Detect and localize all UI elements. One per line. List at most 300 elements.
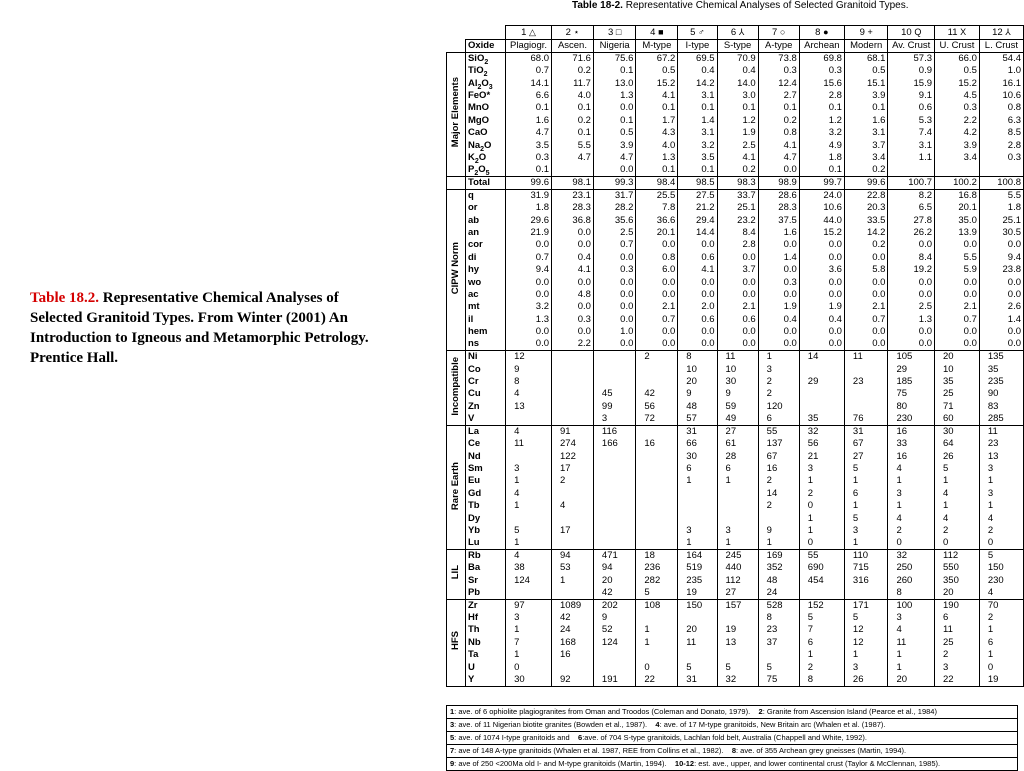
- table-cell: 0.7: [593, 239, 635, 251]
- table-cell: 1: [717, 537, 758, 550]
- table-cell: 24: [552, 624, 594, 636]
- table-cell: 24: [758, 587, 799, 600]
- table-cell: 2: [935, 525, 980, 537]
- table-cell: 0.1: [799, 164, 844, 177]
- table-cell: 12: [844, 624, 888, 636]
- table-cell: 12.4: [758, 77, 799, 89]
- table-cell: 35.6: [593, 215, 635, 227]
- table-cell: 0.3: [799, 65, 844, 77]
- table-cell: 236: [636, 562, 678, 574]
- table-cell: 13.0: [593, 77, 635, 89]
- table-cell: 0.3: [593, 264, 635, 276]
- row-label-text: Al: [467, 77, 478, 89]
- table-cell: 3: [506, 463, 552, 475]
- table-cell: 31: [844, 425, 888, 438]
- table-cell: 112: [935, 550, 980, 563]
- row-label: [465, 649, 505, 661]
- table-cell: 1.9: [799, 301, 844, 313]
- table-cell: 22: [636, 674, 678, 687]
- table-cell: 4.7: [593, 152, 635, 164]
- table-cell: 21.9: [506, 227, 552, 239]
- table-cell: 0.0: [593, 102, 635, 114]
- table-row: [447, 612, 1024, 624]
- table-cell: 1: [506, 475, 552, 487]
- table-cell: 0.0: [888, 326, 935, 338]
- table-cell: [799, 363, 844, 375]
- group-label-text: LIL: [449, 565, 461, 580]
- row-label-text: O: [481, 77, 489, 89]
- table-cell: [717, 512, 758, 524]
- table-cell: 17: [552, 463, 594, 475]
- table-row: [447, 413, 1024, 426]
- table-cell: 5: [799, 612, 844, 624]
- table-cell: 35: [799, 413, 844, 426]
- table-cell: 157: [717, 599, 758, 612]
- table-cell: 7.4: [888, 127, 935, 139]
- table-cell: 0.0: [758, 338, 799, 351]
- column-label: Ascen.: [552, 40, 594, 53]
- table-cell: 6: [758, 413, 799, 426]
- table-cell: 0.2: [552, 115, 594, 127]
- table-cell: 9: [678, 388, 717, 400]
- table-cell: 3.9: [593, 139, 635, 151]
- column-symbol-icon: ♂: [698, 27, 705, 37]
- row-label-text: U: [467, 661, 475, 673]
- table-cell: 0.0: [888, 338, 935, 351]
- table-cell: 6: [678, 463, 717, 475]
- table-cell: 4.3: [636, 127, 678, 139]
- table-cell: [552, 401, 594, 413]
- table-cell: 21: [799, 450, 844, 462]
- table-cell: 26.2: [888, 227, 935, 239]
- table-cell: 13: [506, 401, 552, 413]
- table-cell: [979, 164, 1023, 177]
- column-number: [979, 26, 1023, 40]
- table-cell: [593, 450, 635, 462]
- row-label-text: Yb: [467, 524, 481, 536]
- row-label: [465, 215, 505, 227]
- table-cell: 0.0: [758, 289, 799, 301]
- table-cell: 15.9: [888, 77, 935, 89]
- table-cell: 2: [758, 475, 799, 487]
- column-number: [888, 26, 935, 40]
- table-cell: 150: [979, 562, 1023, 574]
- row-label: [465, 599, 505, 612]
- table-cell: 0.0: [593, 314, 635, 326]
- table-cell: 528: [758, 599, 799, 612]
- table-cell: 1.7: [636, 115, 678, 127]
- table-cell: 22.8: [844, 190, 888, 203]
- table-cell: 75: [888, 388, 935, 400]
- table-cell: 519: [678, 562, 717, 574]
- table-cell: 11.7: [552, 77, 594, 89]
- table-cell: 0.0: [935, 289, 980, 301]
- table-cell: 3: [799, 463, 844, 475]
- table-cell: 14.1: [506, 77, 552, 89]
- table-cell: [506, 587, 552, 600]
- row-label: [465, 363, 505, 375]
- table-cell: 3: [844, 661, 888, 673]
- row-label-text: Ce: [467, 438, 481, 450]
- table-cell: 0.0: [844, 289, 888, 301]
- table-cell: 0.6: [888, 102, 935, 114]
- table-cell: 9.4: [506, 264, 552, 276]
- column-number-text: 9: [859, 27, 868, 38]
- table-cell: [717, 612, 758, 624]
- group-label: [447, 425, 466, 549]
- table-cell: [552, 537, 594, 550]
- table-cell: 61: [717, 438, 758, 450]
- table-cell: 3: [844, 525, 888, 537]
- table-cell: 24.0: [799, 190, 844, 203]
- row-label-text: Zn: [467, 400, 480, 412]
- table-cell: 2.2: [552, 338, 594, 351]
- table-cell: 715: [844, 562, 888, 574]
- row-label: [465, 190, 505, 203]
- footnote-number: 6: [578, 733, 583, 742]
- table-cell: 0.4: [678, 65, 717, 77]
- footnote-row: [447, 758, 1018, 771]
- table-cell: 0.7: [844, 314, 888, 326]
- table-row: [447, 90, 1024, 102]
- table-cell: 1089: [552, 599, 594, 612]
- column-number-text: 7: [772, 27, 780, 38]
- row-label-text: Th: [467, 624, 480, 636]
- table-cell: [636, 537, 678, 550]
- table-cell: 20: [935, 587, 980, 600]
- table-cell: 0.2: [717, 164, 758, 177]
- column-label: L. Crust: [979, 40, 1023, 53]
- table-cell: 2: [935, 649, 980, 661]
- table-cell: 2.1: [717, 301, 758, 313]
- table-cell: 0: [979, 661, 1023, 673]
- table-cell: 9: [717, 388, 758, 400]
- table-cell: 28.3: [552, 202, 594, 214]
- table-cell: 98.3: [717, 177, 758, 190]
- column-label: I-type: [678, 40, 717, 53]
- column-label: A-type: [758, 40, 799, 53]
- table-cell: [593, 500, 635, 512]
- table-cell: 1: [636, 624, 678, 636]
- row-label-text: Ta: [467, 649, 479, 661]
- table-cell: 9: [506, 363, 552, 375]
- table-cell: 10.6: [799, 202, 844, 214]
- table-cell: 0.1: [678, 164, 717, 177]
- table-cell: 23: [758, 624, 799, 636]
- table-cell: [552, 661, 594, 673]
- table-cell: 6: [844, 488, 888, 500]
- table-cell: 1.3: [593, 90, 635, 102]
- table-title-text: Representative Chemical Analyses of Selected Granitoid Types.: [625, 0, 909, 11]
- table-cell: 5.5: [935, 252, 980, 264]
- table-cell: [552, 376, 594, 388]
- table-row: [447, 351, 1024, 364]
- table-cell: 1.4: [979, 314, 1023, 326]
- table-row: [447, 102, 1024, 114]
- table-cell: 0.0: [552, 276, 594, 288]
- table-cell: 3: [979, 488, 1023, 500]
- table-cell: 16: [888, 450, 935, 462]
- table-cell: 1: [844, 500, 888, 512]
- row-label: [465, 500, 505, 512]
- row-label: [465, 475, 505, 487]
- table-cell: 5: [844, 463, 888, 475]
- table-row: [447, 65, 1024, 77]
- table-row: [447, 264, 1024, 276]
- table-cell: 0.8: [636, 252, 678, 264]
- footnote-text: :ave. of 704 S-type granitoids, Lachlan fold belt, Australia (Chappell and White, 1992).: [582, 733, 867, 742]
- table-cell: 0.3: [758, 65, 799, 77]
- table-cell: 16.1: [979, 77, 1023, 89]
- group-label: [447, 190, 466, 351]
- column-symbol-icon: Q: [914, 27, 922, 37]
- table-cell: 29.4: [678, 215, 717, 227]
- table-cell: [888, 164, 935, 177]
- table-cell: 0.8: [979, 102, 1023, 114]
- table-cell: [636, 525, 678, 537]
- table-cell: 185: [888, 376, 935, 388]
- table-cell: 37: [758, 637, 799, 649]
- header-corner: [447, 26, 506, 40]
- table-cell: 1.6: [844, 115, 888, 127]
- table-cell: 16: [636, 438, 678, 450]
- table-cell: 690: [799, 562, 844, 574]
- table-cell: 2: [636, 351, 678, 364]
- table-cell: 0.7: [506, 252, 552, 264]
- row-label-text: TiO: [467, 65, 484, 77]
- table-row: [447, 624, 1024, 636]
- table-cell: 0.2: [552, 65, 594, 77]
- table-cell: 28.3: [758, 202, 799, 214]
- table-cell: 60: [935, 413, 980, 426]
- table-cell: 1.2: [717, 115, 758, 127]
- table-cell: 3.5: [678, 152, 717, 164]
- table-cell: 38: [506, 562, 552, 574]
- table-cell: 3: [758, 363, 799, 375]
- table-cell: 10: [678, 363, 717, 375]
- table-cell: 4.1: [758, 139, 799, 151]
- table-cell: 1: [979, 500, 1023, 512]
- table-cell: 150: [678, 599, 717, 612]
- table-cell: 98.1: [552, 177, 594, 190]
- table-cell: 99.3: [593, 177, 635, 190]
- table-cell: [636, 425, 678, 438]
- table-cell: 3.4: [935, 152, 980, 164]
- row-label: [465, 488, 505, 500]
- table-cell: 2.5: [888, 301, 935, 313]
- table-cell: 48: [758, 575, 799, 587]
- table-cell: 0.0: [593, 164, 635, 177]
- row-label-subscript: 2: [483, 71, 488, 78]
- table-cell: 0.0: [593, 252, 635, 264]
- row-label: [465, 53, 505, 66]
- table-cell: 1: [758, 351, 799, 364]
- table-cell: 6: [799, 637, 844, 649]
- table-cell: 4: [979, 512, 1023, 524]
- table-cell: 52: [593, 624, 635, 636]
- table-cell: 230: [979, 575, 1023, 587]
- table-cell: [844, 401, 888, 413]
- table-cell: 0: [799, 500, 844, 512]
- table-cell: 0.1: [678, 102, 717, 114]
- table-cell: [593, 649, 635, 661]
- table-cell: 1.1: [888, 152, 935, 164]
- table-cell: [799, 587, 844, 600]
- table-row: [447, 202, 1024, 214]
- row-label-text: Lu: [467, 537, 480, 549]
- table-cell: 1.0: [979, 65, 1023, 77]
- table-cell: 75: [758, 674, 799, 687]
- table-cell: 1: [678, 475, 717, 487]
- row-label: [465, 90, 505, 102]
- table-cell: 1.3: [506, 314, 552, 326]
- row-label-text: cor: [467, 239, 483, 251]
- table-row: [447, 512, 1024, 524]
- table-cell: 168: [552, 637, 594, 649]
- table-cell: 92: [552, 674, 594, 687]
- column-number: [799, 26, 844, 40]
- table-cell: 4.2: [935, 127, 980, 139]
- table-cell: 120: [758, 401, 799, 413]
- row-label: [465, 177, 505, 190]
- row-label-text: Ni: [467, 351, 478, 363]
- table-cell: [593, 463, 635, 475]
- row-label-text: hem: [467, 326, 488, 338]
- table-cell: 15.2: [935, 77, 980, 89]
- row-label-text: ns: [467, 338, 480, 350]
- table-cell: 49: [717, 413, 758, 426]
- table-cell: 30: [678, 450, 717, 462]
- table-cell: 1: [888, 649, 935, 661]
- table-cell: 2.5: [593, 227, 635, 239]
- table-cell: 8.5: [979, 127, 1023, 139]
- table-cell: 2.1: [636, 301, 678, 313]
- table-cell: 3.2: [678, 139, 717, 151]
- table-cell: 116: [593, 425, 635, 438]
- table-cell: 124: [593, 637, 635, 649]
- table-cell: 1.8: [506, 202, 552, 214]
- table-cell: 3: [506, 612, 552, 624]
- table-cell: 3.1: [678, 90, 717, 102]
- row-label-text: Eu: [467, 475, 481, 487]
- table-cell: [678, 512, 717, 524]
- table-cell: 35.0: [935, 215, 980, 227]
- table-row: [447, 649, 1024, 661]
- table-cell: 5: [678, 661, 717, 673]
- row-label-text: di: [467, 251, 477, 263]
- table-cell: 14: [758, 488, 799, 500]
- table-cell: 16: [888, 425, 935, 438]
- column-number-text: 8: [815, 27, 824, 38]
- table-cell: 0.0: [593, 276, 635, 288]
- column-label: Nigeria: [593, 40, 635, 53]
- table-cell: 2: [799, 661, 844, 673]
- table-cell: 0.5: [935, 65, 980, 77]
- column-number: [593, 26, 635, 40]
- table-cell: 25: [935, 637, 980, 649]
- table-cell: 0.1: [506, 164, 552, 177]
- table-cell: 0.0: [935, 338, 980, 351]
- table-cell: 190: [935, 599, 980, 612]
- table-cell: 5.3: [888, 115, 935, 127]
- table-cell: [593, 363, 635, 375]
- table-cell: [717, 649, 758, 661]
- table-cell: 0.0: [799, 289, 844, 301]
- table-cell: 14.0: [717, 77, 758, 89]
- table-cell: 14: [799, 351, 844, 364]
- table-cell: 4.7: [552, 152, 594, 164]
- row-label-text: CaO: [467, 127, 488, 139]
- table-cell: 30: [506, 674, 552, 687]
- row-label-text: Pb: [467, 586, 481, 598]
- table-cell: 0.0: [979, 239, 1023, 251]
- table-cell: 9.1: [888, 90, 935, 102]
- table-cell: [552, 488, 594, 500]
- row-label: [465, 264, 505, 276]
- table-cell: 0.0: [979, 289, 1023, 301]
- footnote-row: [447, 706, 1018, 719]
- table-cell: 152: [799, 599, 844, 612]
- table-cell: [593, 488, 635, 500]
- table-cell: 94: [552, 550, 594, 563]
- table-cell: 23.8: [979, 264, 1023, 276]
- table-cell: 0.0: [979, 326, 1023, 338]
- table-cell: 0.0: [678, 289, 717, 301]
- row-label: [465, 65, 505, 77]
- table-cell: 2: [888, 525, 935, 537]
- table-cell: 25: [935, 388, 980, 400]
- table-cell: 9.4: [979, 252, 1023, 264]
- table-cell: 98.9: [758, 177, 799, 190]
- table-cell: 4: [888, 624, 935, 636]
- table-row: [447, 276, 1024, 288]
- table-cell: 7.8: [636, 202, 678, 214]
- table-cell: 19: [717, 624, 758, 636]
- table-cell: 0.0: [717, 252, 758, 264]
- row-label: [465, 525, 505, 537]
- table-row: [447, 164, 1024, 177]
- table-cell: 1: [935, 475, 980, 487]
- table-cell: 124: [506, 575, 552, 587]
- row-label: [465, 289, 505, 301]
- table-cell: 0.0: [935, 326, 980, 338]
- table-cell: 0.1: [552, 127, 594, 139]
- table-cell: 0.0: [799, 239, 844, 251]
- table-cell: 57: [678, 413, 717, 426]
- table-cell: [636, 500, 678, 512]
- table-cell: 5.5: [552, 139, 594, 151]
- table-cell: 27: [844, 450, 888, 462]
- row-label-text: Cr: [467, 376, 479, 387]
- table-cell: 2.1: [935, 301, 980, 313]
- table-cell: 0.0: [758, 164, 799, 177]
- footnote-line: [447, 732, 1018, 745]
- footnote-number: 10-12: [674, 759, 695, 768]
- row-label: [465, 326, 505, 338]
- table-cell: 0.0: [888, 289, 935, 301]
- row-label-text: il: [467, 313, 474, 325]
- table-cell: 64: [935, 438, 980, 450]
- table-cell: 4.1: [552, 264, 594, 276]
- row-label-text: ac: [467, 289, 479, 301]
- column-number-text: 1: [521, 27, 530, 38]
- table-cell: 8: [506, 376, 552, 388]
- row-label-text: Gd: [467, 487, 482, 499]
- table-cell: 0.1: [552, 102, 594, 114]
- table-cell: 3.0: [717, 90, 758, 102]
- table-row: [447, 139, 1024, 151]
- footnote-line: [447, 719, 1018, 732]
